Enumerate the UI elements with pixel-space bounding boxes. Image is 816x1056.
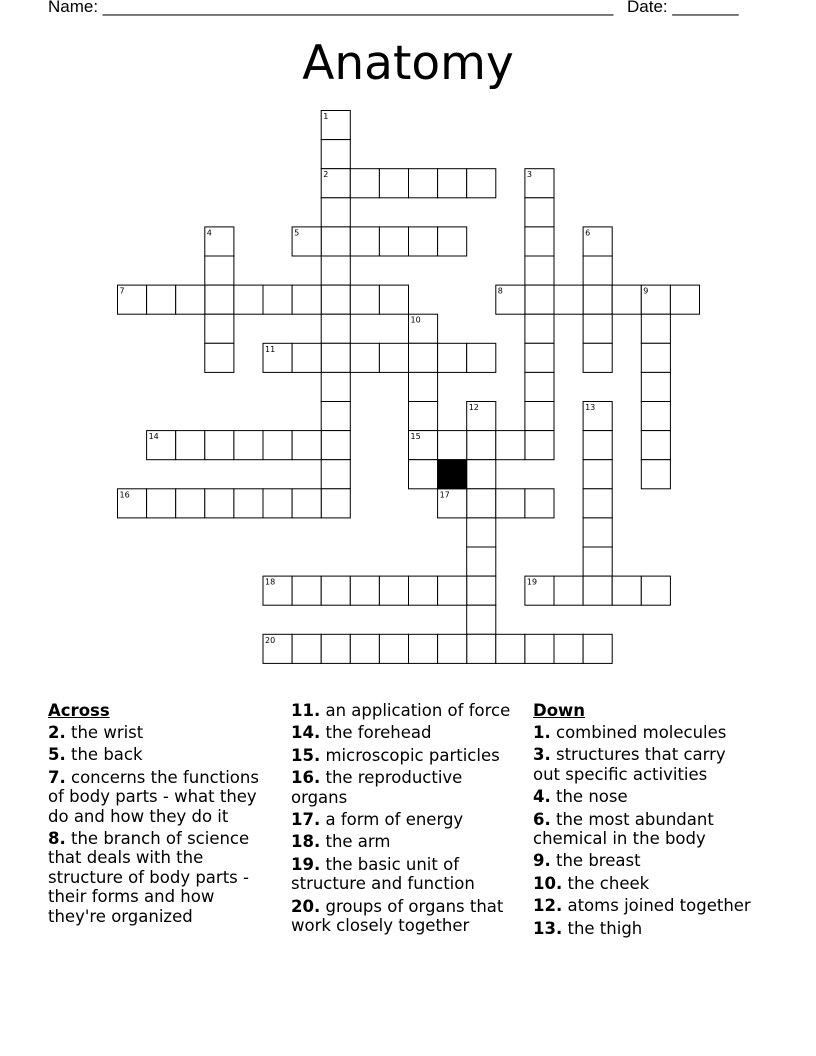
clue-text: the thigh	[562, 918, 643, 938]
grid-cell[interactable]	[409, 576, 438, 605]
grid-cell[interactable]	[525, 431, 554, 460]
clue-number-label: 16.	[291, 768, 321, 788]
grid-cell[interactable]	[350, 576, 379, 605]
grid-cell[interactable]	[350, 634, 379, 663]
grid-cell[interactable]	[379, 343, 408, 372]
grid-cell[interactable]	[583, 431, 612, 460]
grid-cell[interactable]	[496, 634, 525, 663]
clue-number: 16	[119, 490, 130, 500]
clue-number-label: 2.	[48, 723, 66, 742]
grid-cell[interactable]	[321, 285, 350, 314]
grid-cell[interactable]	[321, 198, 350, 227]
down-clue	[533, 787, 755, 806]
down-heading: Down	[533, 701, 586, 720]
grid-cell[interactable]	[147, 489, 176, 518]
grid-cell[interactable]	[525, 372, 554, 401]
across-heading: Across	[48, 701, 110, 720]
grid-cell[interactable]	[467, 547, 496, 576]
grid-cell[interactable]	[583, 343, 612, 372]
grid-cell[interactable]	[467, 489, 496, 518]
grid-cell[interactable]	[321, 372, 350, 401]
grid-cell[interactable]	[205, 431, 234, 460]
clue-number: 15	[410, 432, 421, 442]
clue-text: the forehead	[320, 723, 432, 743]
down-clue	[533, 723, 755, 742]
grid-cell[interactable]	[641, 576, 670, 605]
clue-number: 3	[526, 170, 532, 180]
grid-cell[interactable]	[641, 402, 670, 431]
grid-cell[interactable]	[234, 431, 263, 460]
clue-number: 20	[265, 635, 276, 645]
grid-cell[interactable]	[321, 576, 350, 605]
clue-number-label: 10.	[533, 873, 563, 893]
grid-cell[interactable]	[379, 634, 408, 663]
clue-number-label: 9.	[533, 851, 551, 871]
clue-text: the nose	[550, 787, 628, 807]
blocked-cell	[438, 460, 467, 489]
across-clue	[291, 855, 523, 894]
grid-cell[interactable]	[350, 169, 379, 198]
clue-number: 4	[206, 228, 212, 238]
clue-number: 6	[585, 228, 591, 238]
across-clue	[48, 829, 274, 926]
clue-number: 7	[119, 286, 125, 296]
grid-cell[interactable]	[409, 372, 438, 401]
grid-cell[interactable]	[612, 285, 641, 314]
grid-cell[interactable]	[176, 431, 205, 460]
grid-cell[interactable]	[525, 314, 554, 343]
across-clue	[291, 723, 523, 742]
grid-cell[interactable]	[525, 198, 554, 227]
clue-number-label: 3.	[533, 745, 551, 765]
grid-cell[interactable]	[467, 605, 496, 634]
clue-number-label: 17.	[291, 810, 321, 830]
grid-cell[interactable]	[409, 227, 438, 256]
grid-cell[interactable]	[379, 285, 408, 314]
grid-cell[interactable]	[292, 343, 321, 372]
grid-cell[interactable]	[583, 256, 612, 285]
clue-text: the reproductive organs	[291, 768, 463, 807]
grid-cell[interactable]	[554, 285, 583, 314]
grid-cell[interactable]	[292, 431, 321, 460]
clue-number: 8	[497, 286, 503, 296]
across-clue	[48, 723, 274, 742]
clue-number: 9	[643, 286, 649, 296]
grid-cell[interactable]	[467, 576, 496, 605]
grid-cell[interactable]	[205, 314, 234, 343]
across-clue	[291, 768, 523, 807]
clue-text: atoms joined together	[562, 896, 751, 916]
grid-cell[interactable]	[321, 431, 350, 460]
grid-cell[interactable]	[496, 431, 525, 460]
across-clue	[291, 897, 523, 936]
clue-text: a form of energy	[320, 810, 464, 830]
grid-cell[interactable]	[525, 285, 554, 314]
grid-cell[interactable]	[321, 343, 350, 372]
grid-cell[interactable]	[583, 285, 612, 314]
clue-text: combined molecules	[550, 723, 727, 742]
across-clue	[291, 832, 523, 851]
across-clue	[291, 810, 523, 829]
clue-number: 11	[265, 344, 276, 354]
clue-number: 13	[585, 403, 596, 412]
clue-number-label: 14.	[291, 723, 321, 743]
clue-text: the back	[65, 745, 143, 765]
grid-cell[interactable]	[670, 285, 699, 314]
grid-cell[interactable]	[292, 576, 321, 605]
clue-number: 10	[410, 315, 421, 325]
grid-cell[interactable]	[583, 576, 612, 605]
grid-cell[interactable]	[641, 431, 670, 460]
clue-number-label: 5.	[48, 745, 66, 765]
grid-cell[interactable]	[379, 576, 408, 605]
grid-cell[interactable]	[583, 460, 612, 489]
clue-number-label: 18.	[291, 832, 321, 852]
grid-cell[interactable]	[467, 634, 496, 663]
across-clue	[291, 746, 523, 765]
grid-cell[interactable]	[583, 634, 612, 663]
grid-cell[interactable]	[321, 140, 350, 169]
clue-number-label: 4.	[533, 787, 551, 807]
grid-cell[interactable]	[234, 489, 263, 518]
grid-cell[interactable]	[292, 285, 321, 314]
grid-cell[interactable]	[292, 489, 321, 518]
down-clues	[533, 701, 755, 941]
grid-cell[interactable]	[147, 285, 176, 314]
grid-cell[interactable]	[438, 576, 467, 605]
grid-cell[interactable]	[379, 169, 408, 198]
grid-cell[interactable]	[409, 634, 438, 663]
grid-cell[interactable]	[438, 227, 467, 256]
clue-text: groups of organs that work closely together	[291, 896, 504, 936]
grid-cell[interactable]	[583, 489, 612, 518]
grid-cell[interactable]	[467, 169, 496, 198]
grid-cell[interactable]	[409, 402, 438, 431]
down-clue	[533, 745, 755, 784]
grid-cell[interactable]	[321, 634, 350, 663]
grid-cell[interactable]	[321, 314, 350, 343]
grid-cell[interactable]	[409, 343, 438, 372]
clue-number: 17	[439, 490, 450, 500]
grid-cell[interactable]	[525, 489, 554, 518]
puzzle-title: Anatomy	[302, 36, 514, 91]
grid-cell[interactable]	[525, 402, 554, 431]
clue-number-label: 19.	[291, 854, 321, 874]
clue-number-label: 8.	[48, 829, 66, 849]
clue-number: 5	[294, 228, 300, 238]
down-clue	[533, 851, 755, 870]
grid-cell[interactable]	[321, 227, 350, 256]
grid-cell[interactable]	[467, 343, 496, 372]
clue-number: 12	[468, 403, 479, 412]
grid-cell[interactable]	[554, 576, 583, 605]
grid-cell[interactable]	[525, 256, 554, 285]
grid-cell[interactable]	[176, 489, 205, 518]
clue-number: 19	[526, 577, 538, 587]
grid-cell[interactable]	[525, 343, 554, 372]
grid-cell[interactable]	[234, 285, 263, 314]
down-clue	[533, 896, 755, 915]
clue-number-label: 20.	[291, 896, 321, 916]
across-clue	[291, 701, 523, 720]
grid-cell[interactable]	[205, 489, 234, 518]
grid-cell[interactable]	[641, 372, 670, 401]
grid-cell[interactable]	[205, 285, 234, 314]
clue-text: the most abundant chemical in the body	[533, 809, 714, 849]
down-clue	[533, 874, 755, 893]
down-clue	[533, 919, 755, 938]
grid-cell[interactable]	[350, 227, 379, 256]
clue-text: microscopic particles	[320, 745, 500, 765]
grid-cell[interactable]	[438, 634, 467, 663]
clue-text: the arm	[320, 832, 391, 852]
clue-number-label: 1.	[533, 723, 551, 742]
grid-cell[interactable]	[205, 256, 234, 285]
grid-cell[interactable]	[525, 227, 554, 256]
grid-cell[interactable]	[496, 489, 525, 518]
clue-text: the cheek	[562, 873, 650, 893]
across-clues-continued	[291, 701, 523, 938]
grid-cell[interactable]	[583, 518, 612, 547]
grid-cell[interactable]	[554, 634, 583, 663]
clue-number: 18	[265, 577, 276, 587]
grid-cell[interactable]	[467, 518, 496, 547]
date-field-line[interactable]: Date: _______	[627, 0, 739, 16]
grid-cell[interactable]	[205, 343, 234, 372]
clue-text: the breast	[550, 851, 641, 871]
grid-cell[interactable]	[641, 460, 670, 489]
clue-text: structures that carry out specific activities	[533, 745, 726, 784]
clue-number-label: 15.	[291, 745, 321, 765]
grid-cell[interactable]	[583, 314, 612, 343]
grid-cell[interactable]	[438, 343, 467, 372]
across-clue	[48, 745, 274, 764]
grid-cell[interactable]	[409, 169, 438, 198]
across-clues	[48, 701, 274, 929]
grid-cell[interactable]	[583, 547, 612, 576]
grid-cell[interactable]	[641, 343, 670, 372]
clue-number: 2	[323, 170, 329, 180]
grid-cell[interactable]	[321, 256, 350, 285]
grid-cell[interactable]	[612, 576, 641, 605]
grid-cell[interactable]	[438, 431, 467, 460]
grid-cell[interactable]	[350, 285, 379, 314]
grid-cell[interactable]	[350, 343, 379, 372]
grid-cell[interactable]	[292, 634, 321, 663]
grid-cell[interactable]	[176, 285, 205, 314]
clue-text: an application of force	[320, 701, 511, 720]
grid-cell[interactable]	[438, 169, 467, 198]
grid-cell[interactable]	[321, 489, 350, 518]
clue-text: the basic unit of structure and function	[291, 854, 475, 894]
grid-cell[interactable]	[263, 489, 292, 518]
name-field-line[interactable]: Name: ______________________________________________________	[48, 0, 614, 16]
across-clue	[48, 768, 274, 826]
clue-number-label: 6.	[533, 809, 551, 829]
grid-cell[interactable]	[263, 431, 292, 460]
clue-number-label: 7.	[48, 767, 66, 787]
clue-text: the wrist	[65, 723, 144, 742]
grid-cell[interactable]	[525, 634, 554, 663]
grid-cell[interactable]	[379, 227, 408, 256]
clue-text: concerns the functions of body parts - what they do and how they do it	[48, 767, 259, 826]
grid-cell[interactable]	[467, 460, 496, 489]
grid-cell[interactable]	[263, 285, 292, 314]
clue-number: 14	[148, 432, 159, 442]
grid-cell[interactable]	[409, 460, 438, 489]
grid-cell[interactable]	[321, 402, 350, 431]
down-clue	[533, 810, 755, 849]
clue-text: the branch of science that deals with the structure of body parts - their forms and how they're organized	[48, 829, 250, 926]
clue-number-label: 13.	[533, 918, 563, 938]
clue-number-label: 11.	[291, 701, 321, 720]
grid-cell[interactable]	[467, 431, 496, 460]
clue-number-label: 12.	[533, 896, 563, 916]
grid-cell[interactable]	[641, 314, 670, 343]
clue-number: 1	[323, 112, 329, 121]
grid-cell[interactable]	[321, 460, 350, 489]
